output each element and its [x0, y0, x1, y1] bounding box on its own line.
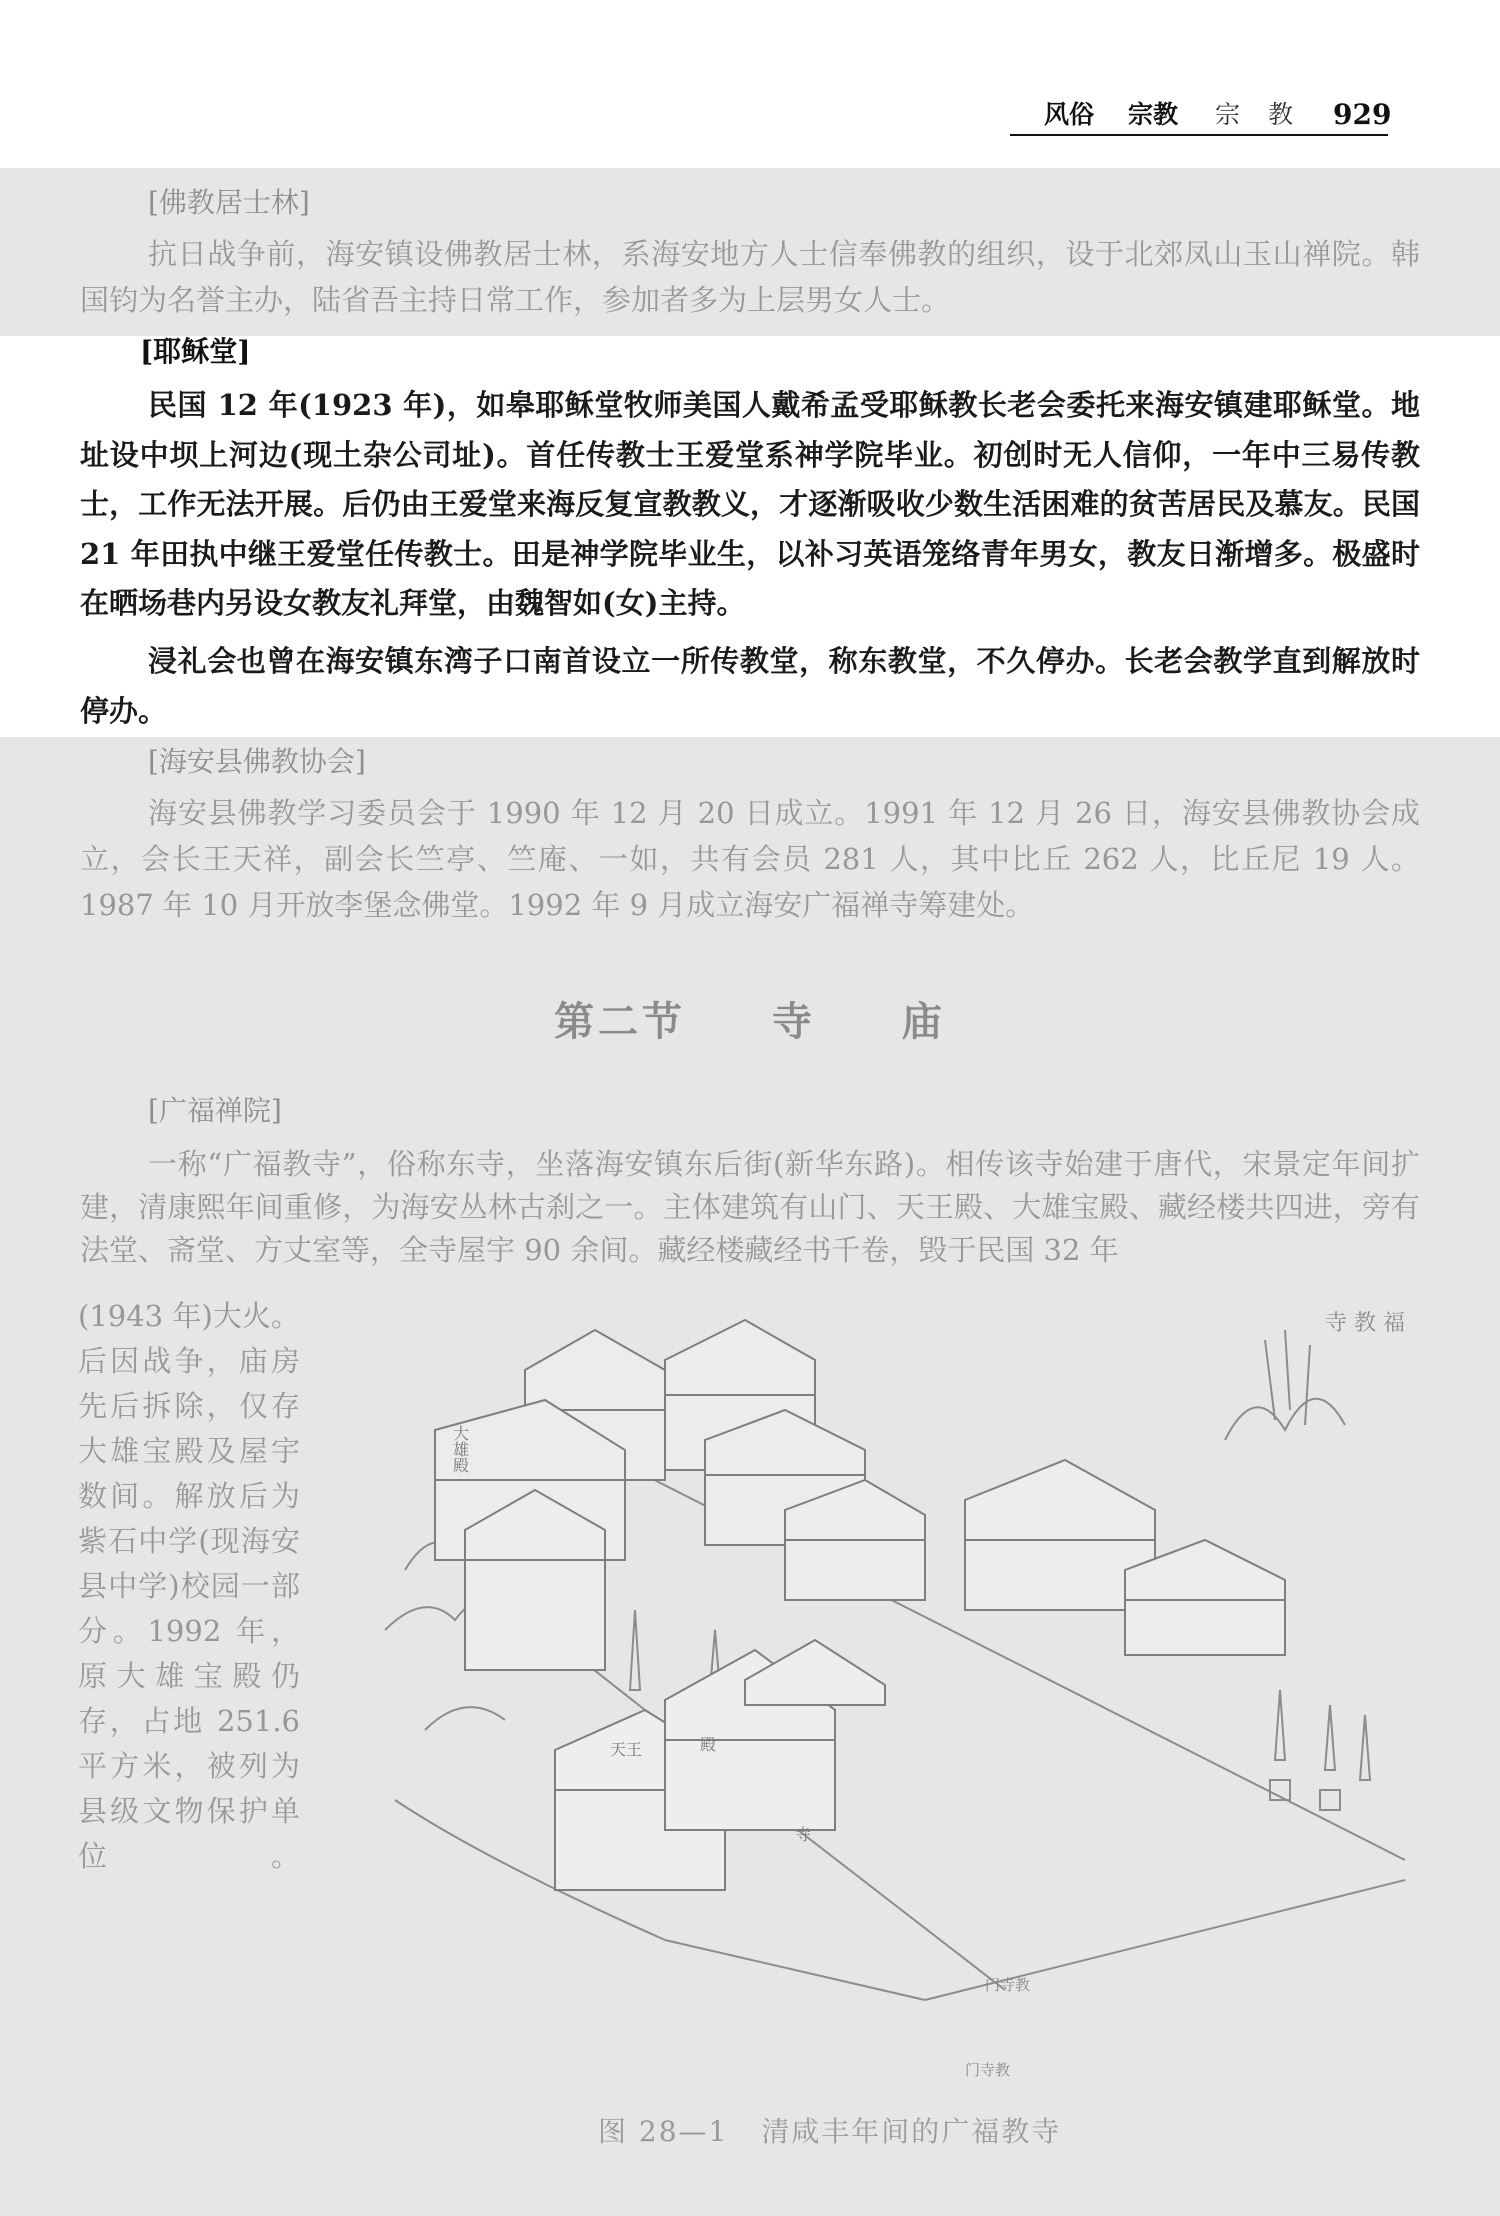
chapter-part-c: 庙	[901, 998, 946, 1045]
para-buddhist-lay-forest: 抗日战争前，海安镇设佛教居士林，系海安地方人士信奉佛教的组织，设于北郊凤山玉山禅院。韩国钧为名誉主办，陆省吾主持日常工作，参加者多为上层男女人士。	[80, 237, 1420, 317]
para-jesus-church-1: 民国 12 年(1923 年)，如皋耶稣堂牧师美国人戴希孟受耶稣教长老会委托来海安镇建耶稣堂。地址设中坝上河边(现土杂公司址)。首任传教士王爱堂系神学院毕业。初创时无人信仰，一年中三易传教士，工作无法开展。后仍由王爱堂来海反复宣教教义，才逐渐吸收少数生活困难的贫苦居民及慕友。民国 21 年田执中继王爱堂任传教士。田是神学院毕业生，以补习英语笼络青年男女，教友日渐增多。极盛时在晒场巷内另设女教友礼拜堂，由魏智如(女)主持。	[80, 388, 1420, 620]
running-header	[1010, 98, 1392, 136]
figure-sign-hall-2: 殿	[700, 1735, 717, 1754]
heading-jesus-church: [耶稣堂]	[140, 335, 251, 368]
figure-caption	[598, 2110, 1083, 2150]
heading-buddhist-lay-forest: [佛教居士林]	[148, 186, 310, 219]
header-section-c: 宗 教	[1215, 100, 1303, 129]
guangfu-side-text: (1943 年)大火。后因战争，庙房先后拆除，仅存大雄宝殿及屋宇数间。解放后为紫石中学(现海安县中学)校园一部分。1992 年，原大雄宝殿仍存，占地 251.6 平方米，被列为县级文物保护单位。	[78, 1299, 300, 1873]
para-guangfu-temple: 一称“广福教寺”，俗称东寺，坐落海安镇东后街(新华东路)。相传该寺始建于唐代，宋景定年间扩建，清康熙年间重修，为海安丛林古刹之一。主体建筑有山门、天王殿、大雄宝殿、藏经楼共四进，旁有法堂、斋堂、方丈室等，全寺屋宇 90 余间。藏经楼藏经书千卷，毁于民国 32 年	[80, 1147, 1420, 1267]
figure-gate-label-front: 门寺教	[985, 1976, 1031, 1994]
header-section-a: 风俗	[1044, 100, 1095, 129]
figure-sign-hall-4: 寺	[795, 1825, 812, 1844]
para-jesus-church-2: 浸礼会也曾在海安镇东湾子口南首设立一所传教堂，称东教堂，不久停办。长老会教学直到解放时停办。	[80, 644, 1420, 728]
para-buddhist-association: 海安县佛教学习委员会于 1990 年 12 月 20 日成立。1991 年 12 月 26 日，海安县佛教协会成立，会长王天祥，副会长竺亭、竺庵、一如，共有会员 281 人，其中比丘 262 人，比丘尼 19 人。1987 年 10 月开放李堡念佛堂。1992 年 9 月成立海安广福禅寺筹建处。	[80, 796, 1420, 922]
chapter-part-a: 第二节	[554, 998, 687, 1045]
figure-corner-label: 寺 教 福	[1325, 1311, 1405, 1336]
chapter-title	[0, 990, 1500, 1047]
chapter-part-b: 寺	[772, 998, 816, 1045]
figure-sign-hall-3: 天王	[610, 1740, 643, 1759]
figure-caption-number: 图 28—1	[598, 2115, 729, 2148]
page-number: 929	[1333, 98, 1392, 131]
figure-caption-text: 清咸丰年间的广福教寺	[761, 2115, 1062, 2148]
figure-sign-main-hall: 大雄殿	[450, 1425, 470, 1473]
temple-illustration	[365, 1300, 1425, 2079]
figure-gate-label: 门寺教	[965, 2061, 1011, 2079]
header-section-b: 宗教	[1128, 100, 1179, 129]
heading-guangfu-temple: [广福禅院]	[148, 1094, 282, 1127]
heading-buddhist-association: [海安县佛教协会]	[148, 745, 366, 778]
